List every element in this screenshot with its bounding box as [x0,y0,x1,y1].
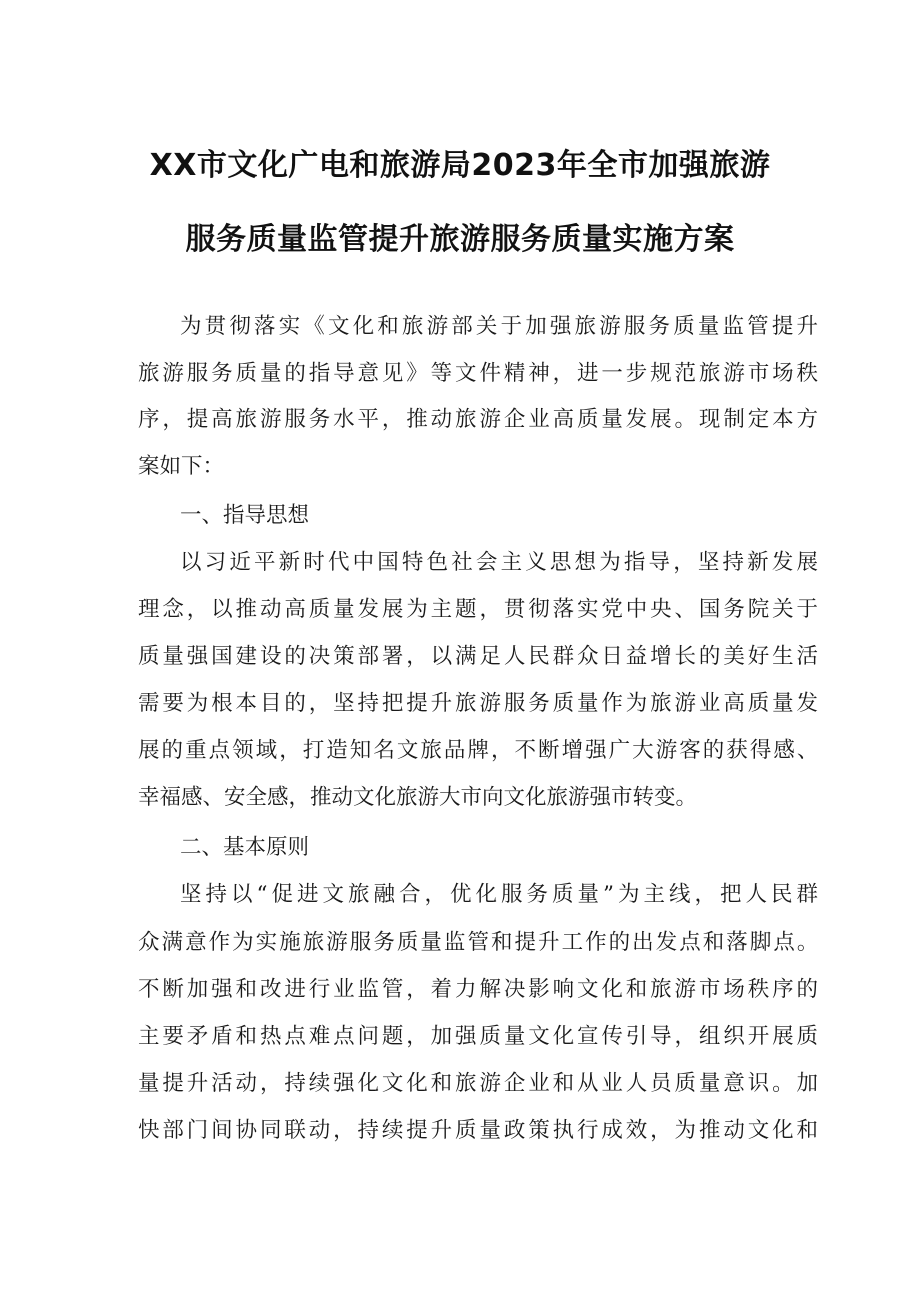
paragraph-line: 理念，以推动高质量发展为主题，贯彻落实党中央、国务院关于 [138,597,818,622]
paragraph-line: 展的重点领域，打造知名文旅品牌，不断增强广大游客的获得感、 [138,738,818,763]
document-title-line-2: 服务质量监管提升旅游服务质量实施方案 [185,222,735,257]
paragraph-line: 众满意作为实施旅游服务质量监管和提升工作的出发点和落脚点。 [138,930,818,955]
paragraph-line: 为贯彻落实《文化和旅游部关于加强旅游服务质量监管提升 [180,314,818,339]
paragraph-line: 以习近平新时代中国特色社会主义思想为指导，坚持新发展 [180,550,818,575]
paragraph-line: 案如下： [138,454,225,479]
paragraph-line: 量提升活动，持续强化文化和旅游企业和从业人员质量意识。加 [138,1071,818,1096]
paragraph-line: 主要矛盾和热点难点问题，加强质量文化宣传引导，组织开展质 [138,1024,818,1049]
paragraph-line: 质量强国建设的决策部署，以满足人民群众日益增长的美好生活 [138,644,818,669]
document-title-line-1: XX市文化广电和旅游局2023年全市加强旅游 [149,148,771,183]
section-heading: 一、指导思想 [180,503,310,528]
paragraph-line: 序，提高旅游服务水平，推动旅游企业高质量发展。现制定本方 [138,407,818,432]
paragraph-line: 坚持以“促进文旅融合，优化服务质量”为主线，把人民群 [180,882,818,907]
paragraph-line: 需要为根本目的，坚持把提升旅游服务质量作为旅游业高质量发 [138,691,818,716]
section-heading: 二、基本原则 [180,835,310,860]
paragraph-line: 快部门间协同联动，持续提升质量政策执行成效，为推动文化和 [138,1118,818,1143]
paragraph-line: 旅游服务质量的指导意见》等文件精神，进一步规范旅游市场秩 [138,361,818,386]
paragraph-line: 幸福感、安全感，推动文化旅游大市向文化旅游强市转变。 [138,785,698,810]
paragraph-line: 不断加强和改进行业监管，着力解决影响文化和旅游市场秩序的 [138,977,818,1002]
